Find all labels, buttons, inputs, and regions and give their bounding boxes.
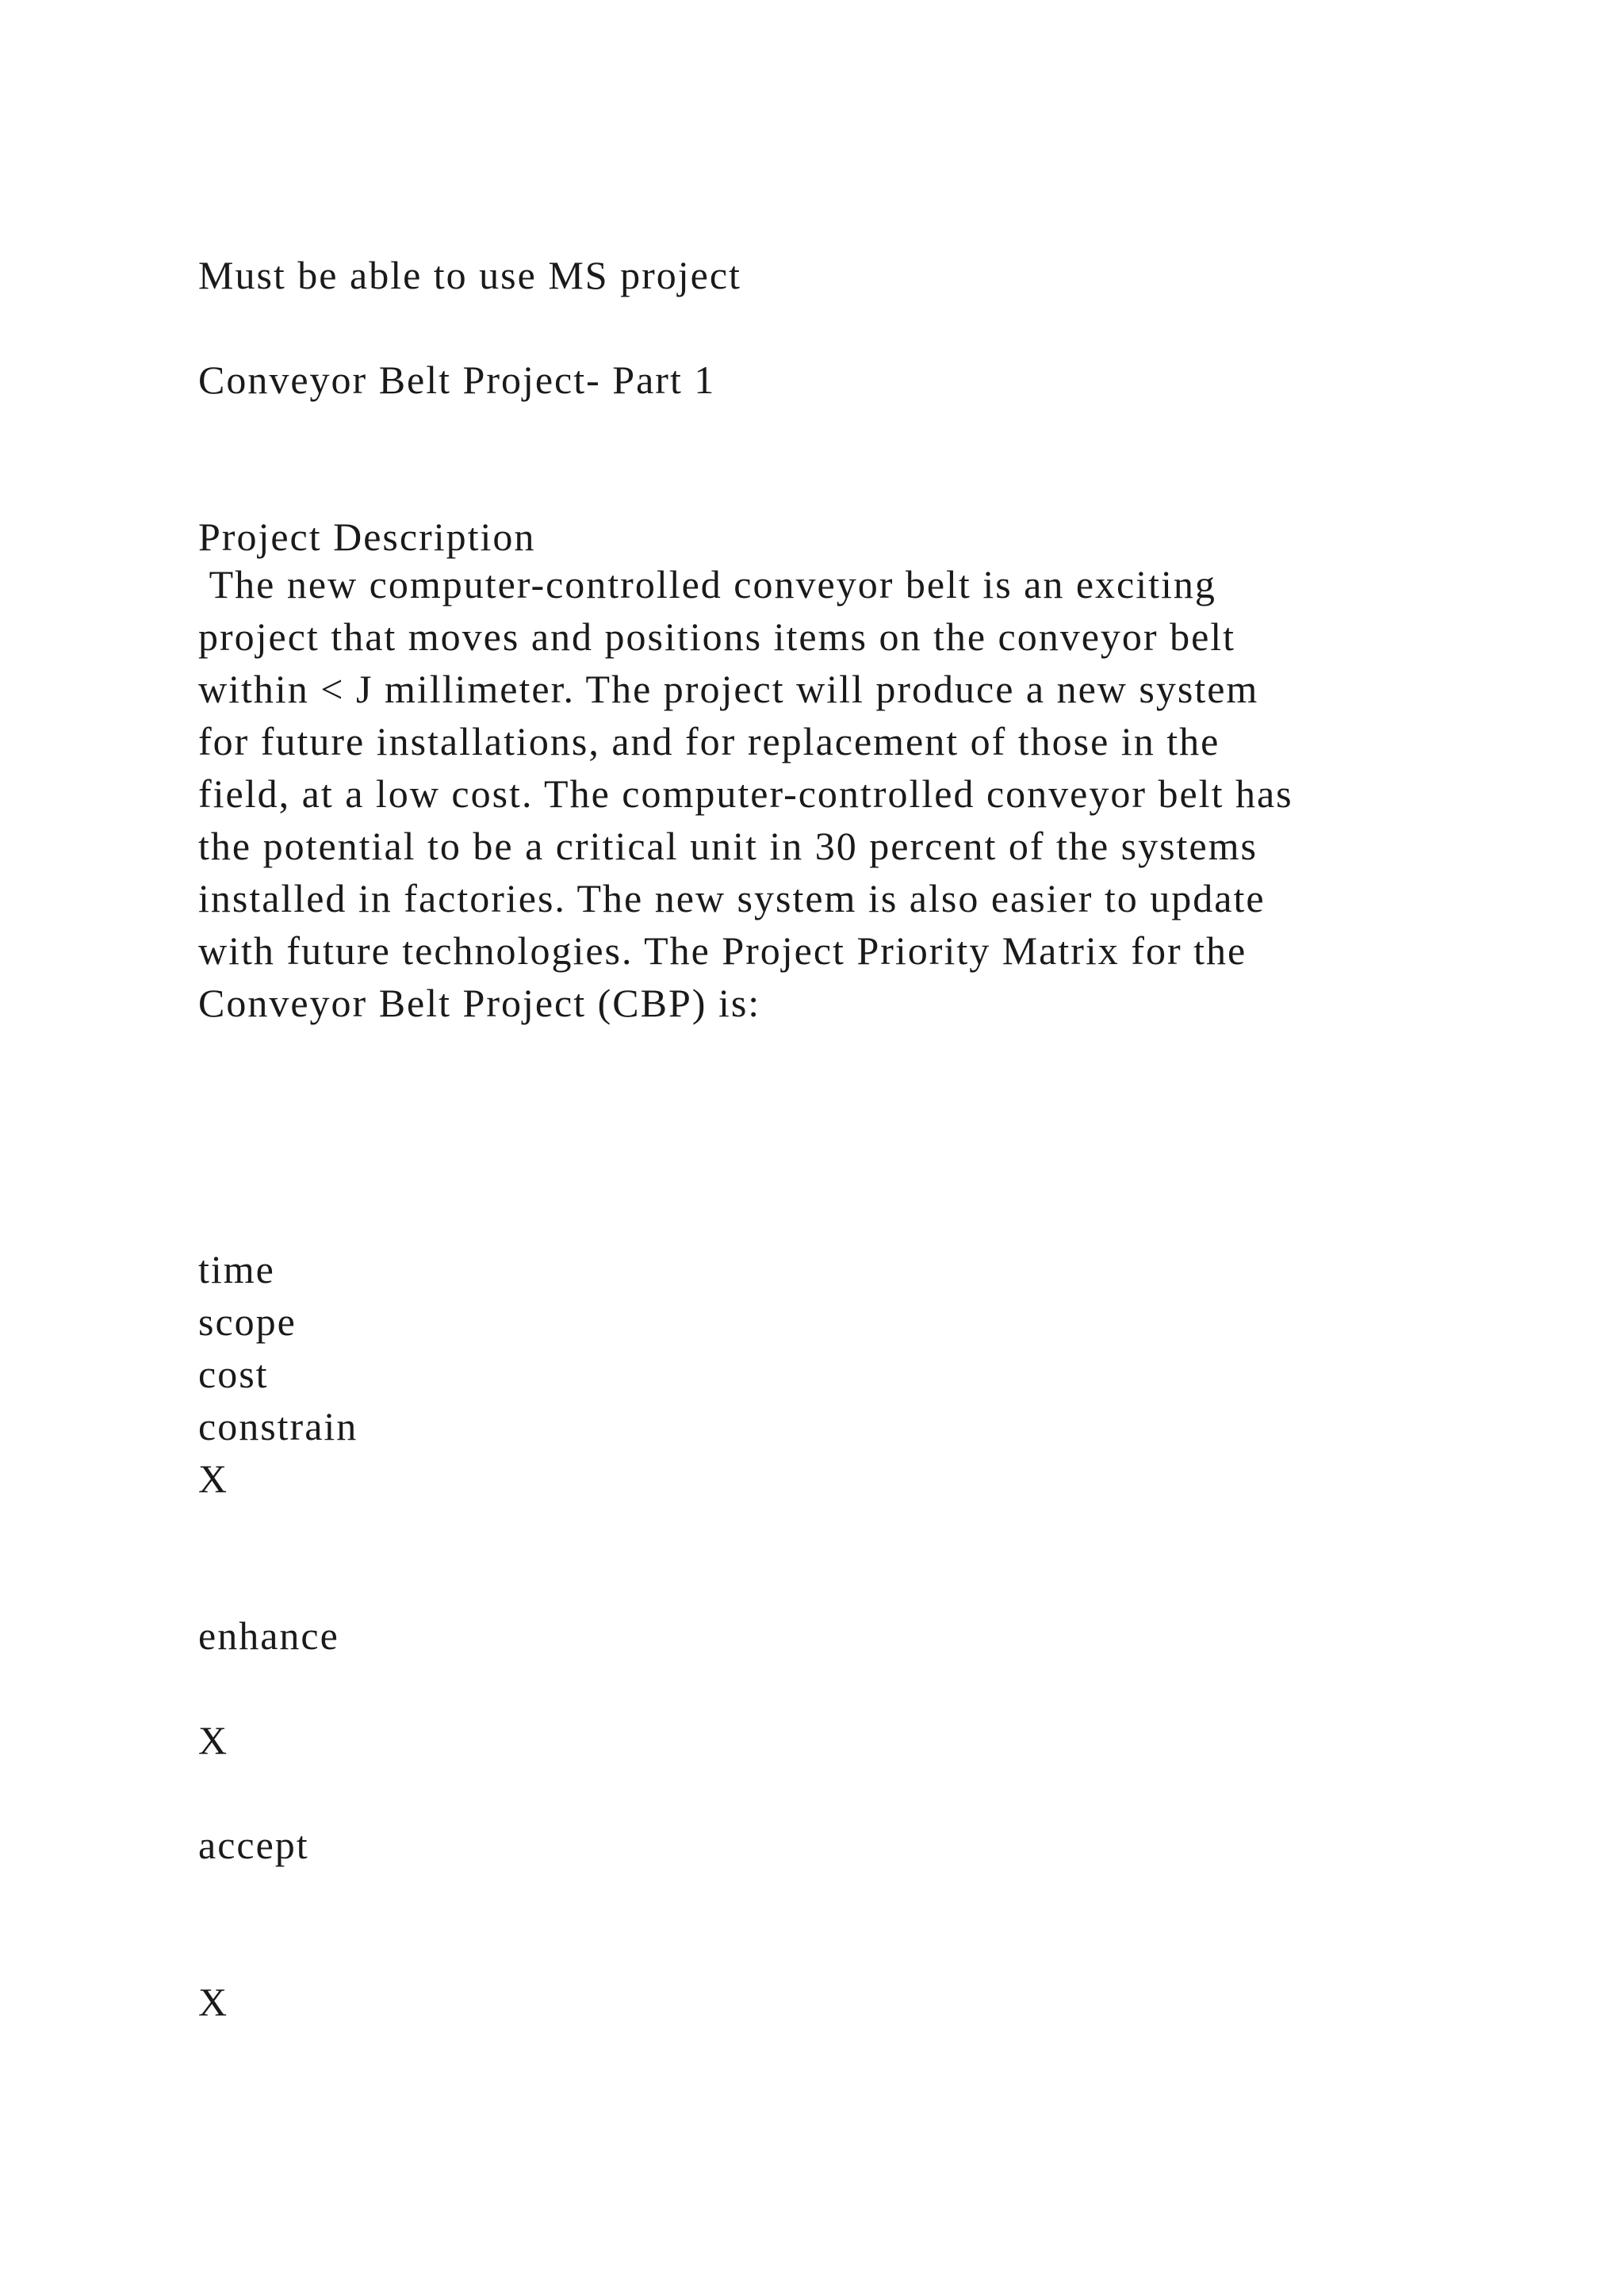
paragraph-line: project that moves and positions items on the conveyor belt — [198, 614, 1236, 659]
paragraph-line: installed in factories. The new system is also easier to update — [198, 876, 1266, 920]
section-heading: Project Description — [198, 515, 536, 559]
intro-line: Must be able to use MS project — [198, 253, 741, 297]
paragraph-line: for future installations, and for replacement of those in the — [198, 719, 1220, 763]
paragraph-line: field, at a low cost. The computer-controlled conveyor belt has — [198, 771, 1293, 816]
matrix-column-scope: scope — [198, 1299, 297, 1344]
paragraph-line: with future technologies. The Project Priority Matrix for the — [198, 928, 1247, 973]
matrix-mark-constrain: X — [198, 1456, 229, 1501]
matrix-row-constrain: constrain — [198, 1404, 358, 1448]
paragraph-line: within < J millimeter. The project will produce a new system — [198, 667, 1259, 711]
project-description-paragraph — [198, 558, 1499, 1029]
paragraph-line: Conveyor Belt Project (CBP) is: — [198, 981, 761, 1025]
paragraph-line: The new computer-controlled conveyor belt is an exciting — [198, 562, 1216, 607]
matrix-row-enhance: enhance — [198, 1613, 339, 1658]
project-title: Conveyor Belt Project- Part 1 — [198, 358, 716, 402]
matrix-mark-accept: X — [198, 1980, 229, 2024]
matrix-column-cost: cost — [198, 1352, 269, 1396]
matrix-mark-enhance: X — [198, 1718, 229, 1762]
matrix-row-accept: accept — [198, 1823, 309, 1867]
matrix-column-time: time — [198, 1247, 275, 1292]
paragraph-line: the potential to be a critical unit in 30 percent of the systems — [198, 824, 1258, 868]
